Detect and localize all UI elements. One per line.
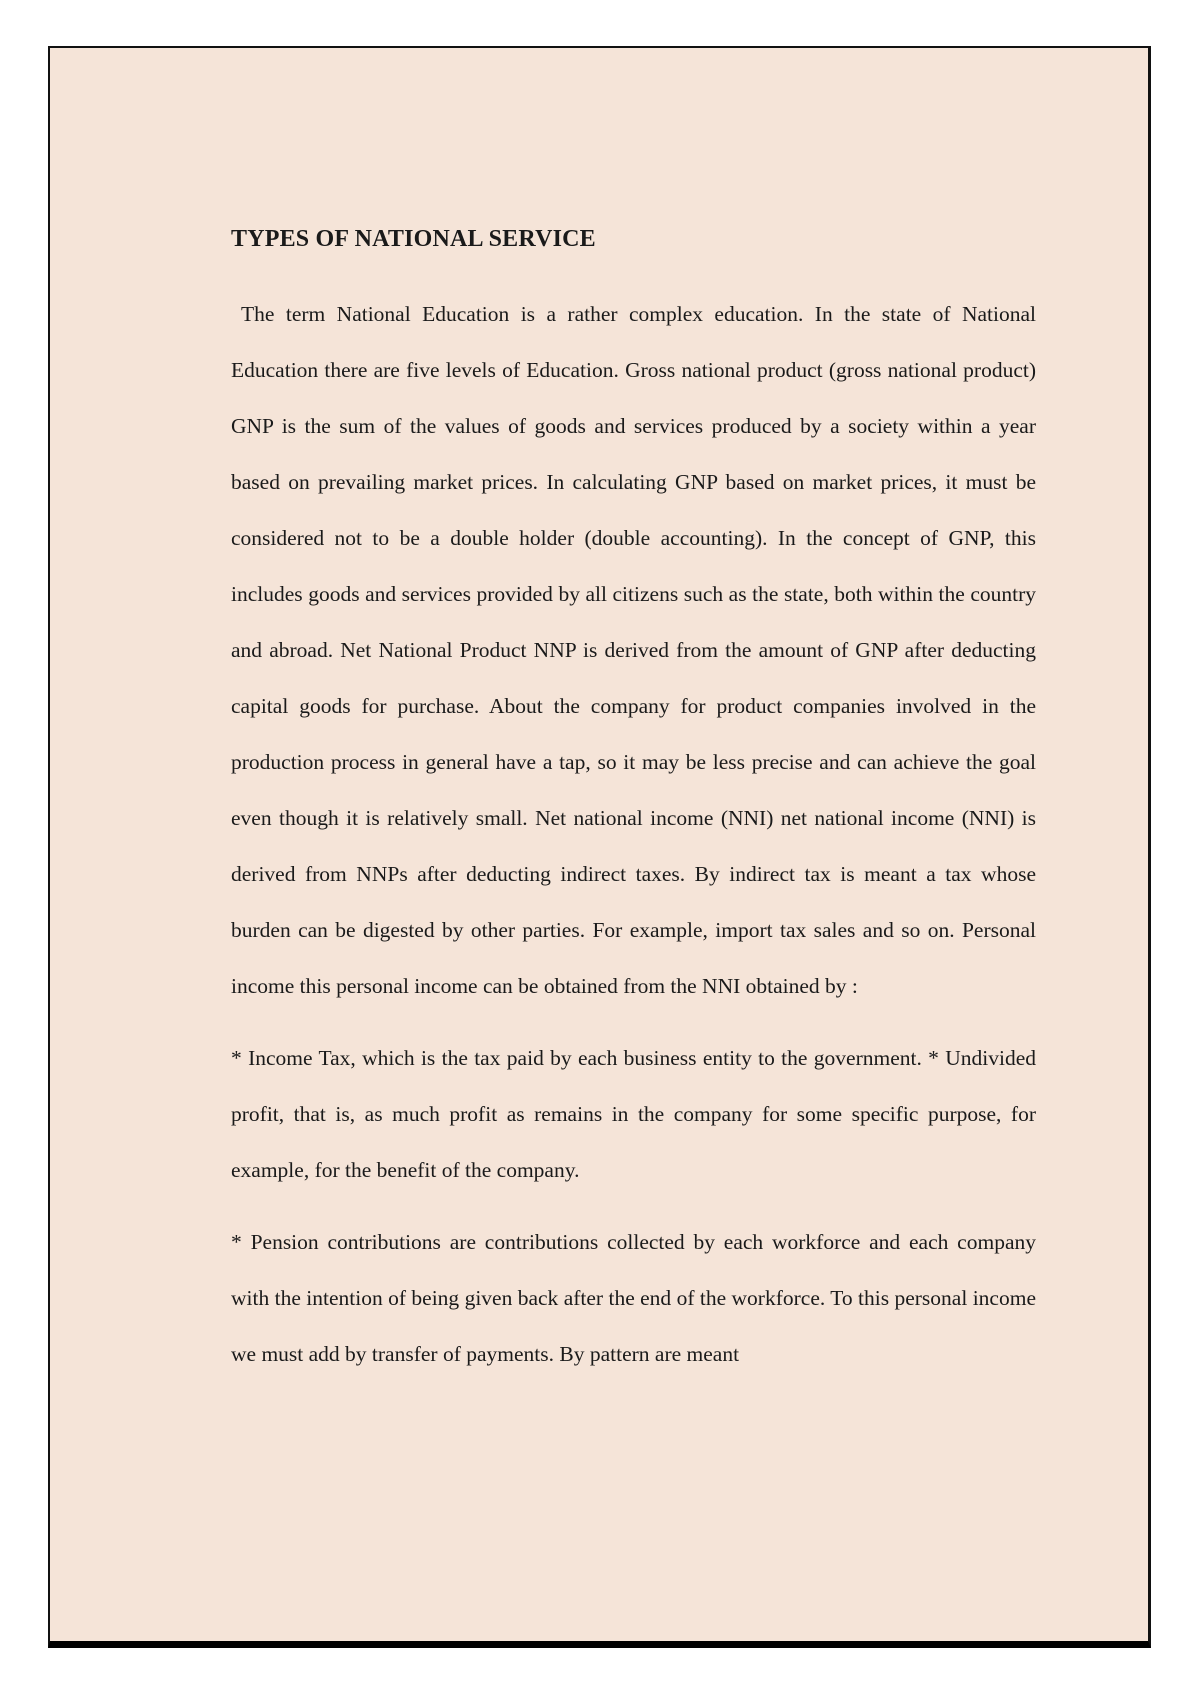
paragraph-pension: * Pension contributions are contributions collected by each workforce and each company with the intention of being given back after the end of the workforce. To this personal income we must add by transfer of payments. By pattern are meant <box>231 1230 1036 1366</box>
document-title: TYPES OF NATIONAL SERVICE <box>231 226 596 252</box>
paragraph-income-tax: * Income Tax, which is the tax paid by each business entity to the government. * Undivided profit, that is, as much profit as remains in the company for some specific purpose, for example, for the benefit of the company. <box>231 1046 1036 1182</box>
paragraph-national-income: The term National Education is a rather complex education. In the state of National Education there are five levels of Education. Gross national product (gross national product) GNP is the sum of the values of goods and services produced by a society within a year based on prevailing market prices. In calculating GNP based on market prices, it must be considered not to be a double holder (double accounting). In the concept of GNP, this includes goods and services provided by all citizens such as the state, both within the country and abroad. Net National Product NNP is derived from the amount of GNP after deducting capital goods for purchase. About the company for product companies involved in the production process in general have a tap, so it may be less precise and can achieve the goal even though it is relatively small. Net national income (NNI) net national income (NNI) is derived from NNPs after deducting indirect taxes. By indirect tax is meant a tax whose burden can be digested by other parties. For example, import tax sales and so on. Personal income this personal income can be obtained from the NNI obtained by : <box>231 302 1036 998</box>
page-frame <box>48 46 1151 1648</box>
document-body <box>231 226 1036 1398</box>
